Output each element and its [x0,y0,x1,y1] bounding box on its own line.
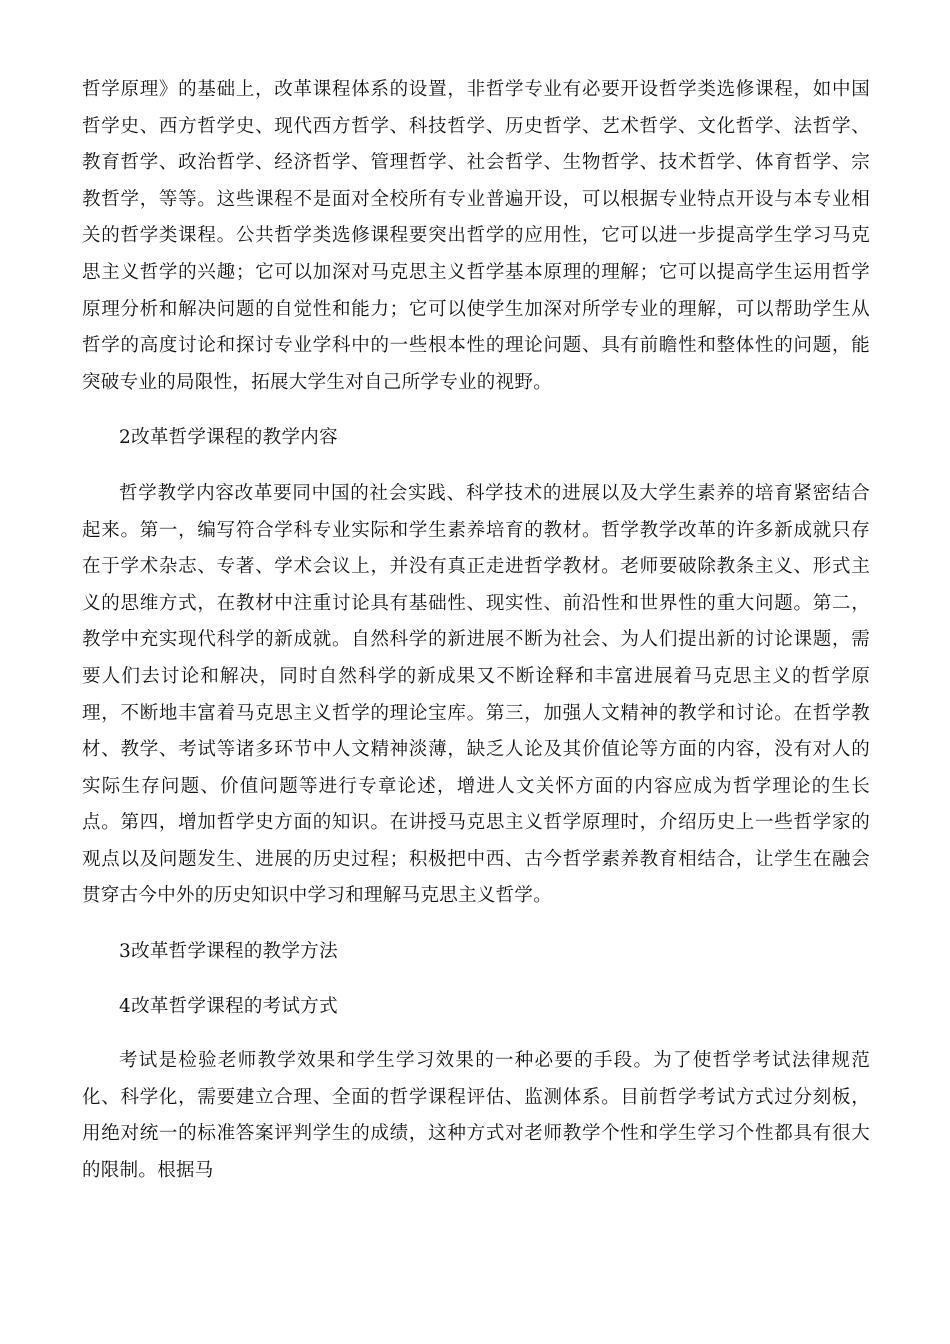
paragraph-spacer [82,971,870,989]
paragraph-spacer [82,915,870,934]
body-paragraph-teaching-content: 哲学教学内容改革要同中国的社会实践、科学技术的进展以及大学生素养的培育紧密结合起来。第一，编写符合学科专业实际和学生素养培育的教材。哲学教学改革的许多新成就只存在于学术杂志、专著、学术会议上，并没有真正走进哲学教材。老师要破除教条主义、形式主义的思维方式，在教材中注重讨论具有基础性、现实性、前沿性和世界性的重大问题。第二，教学中充实现代科学的新成就。自然科学的新进展不断为社会、为人们提出新的讨论课题，需要人们去讨论和解决，同时自然科学的新成果又不断诠释和丰富进展着马克思主义的哲学原理，不断地丰富着马克思主义哲学的理论宝库。第三，加强人文精神的教学和讨论。在哲学教材、教学、考试等诸多环节中人文精神淡薄，缺乏人论及其价值论等方面的内容，没有对人的实际生存问题、价值问题等进行专章论述，增进人文关怀方面的内容应成为哲学理论的生长点。第四，增加哲学史方面的知识。在讲授马克思主义哲学原理时，介绍历史上一些哲学家的观点以及问题发生、进展的历史过程；积极把中西、古今哲学素养教育相结合，让学生在融会贯穿古今中外的历史知识中学习和理解马克思主义哲学。 [82,482,870,907]
paragraph-spacer [82,1025,870,1043]
body-paragraph-course-system: 哲学原理》的基础上，改革课程体系的设置，非哲学专业有必要开设哲学类选修课程，如中国哲学史、西方哲学史、现代西方哲学、科技哲学、历史哲学、艺术哲学、文化哲学、法哲学、教育哲学、政治哲学、经济哲学、管理哲学、社会哲学、生物哲学、技术哲学、体育哲学、宗教哲学，等等。这些课程不是面对全校所有专业普遍开设，可以根据专业特点开设与本专业相关的哲学类课程。公共哲学类选修课程要突出哲学的应用性，它可以进一步提高学生学习马克思主义哲学的兴趣；它可以加深对马克思主义哲学基本原理的理解；它可以提高学生运用哲学原理分析和解决问题的自觉性和能力；它可以使学生加深对所学专业的理解，可以帮助学生从哲学的高度讨论和探讨专业学科中的一些根本性的理论问题、具有前瞻性和整体性的问题，能突破专业的局限性，拓展大学生对自己所学专业的视野。 [82,79,870,393]
paragraph-spacer [82,401,870,420]
section-heading-teaching-content: 2改革哲学课程的教学内容 [119,427,338,449]
document-page [82,72,870,1190]
section-heading-teaching-method: 3改革哲学课程的教学方法 [119,941,338,963]
section-heading-exam-method: 4改革哲学课程的考试方式 [119,995,338,1017]
body-paragraph-exam-method: 考试是检验老师教学效果和学生学习效果的一种必要的手段。为了使哲学考试法律规范化、科学化，需要建立合理、全面的哲学课程评估、监测体系。目前哲学考试方式过分刻板，用绝对统一的标准答案评判学生的成绩，这种方式对老师教学个性和学生学习个性都具有很大的限制。根据马 [82,1050,870,1182]
paragraph-spacer [82,457,870,476]
